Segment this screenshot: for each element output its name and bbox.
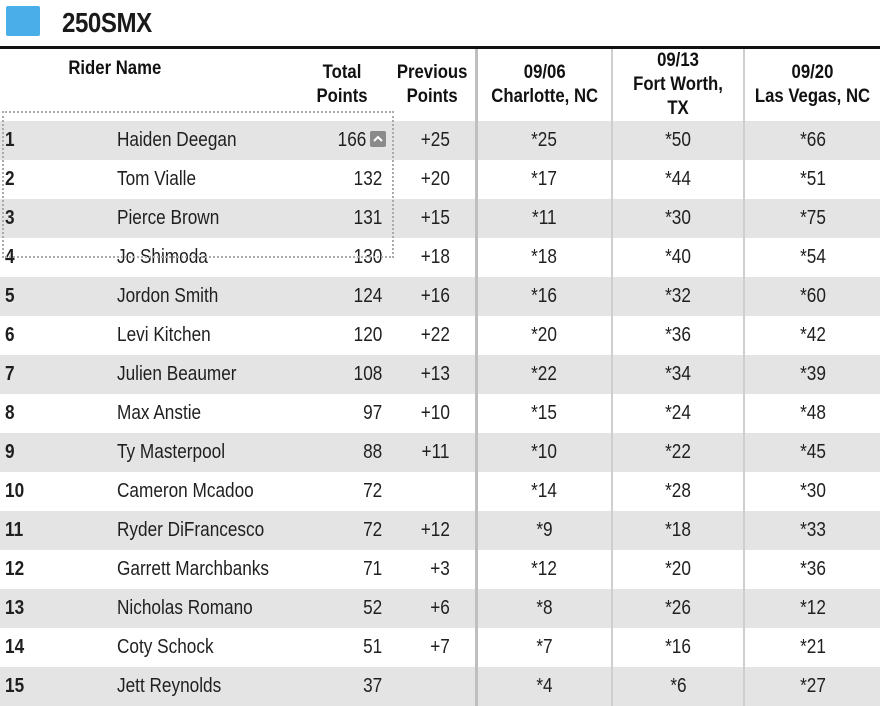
previous-points-cell: +12: [390, 511, 476, 550]
total-points-cell: 130: [295, 238, 390, 277]
previous-points-cell: +25: [390, 121, 476, 160]
table-row[interactable]: [0, 511, 880, 550]
round-2-points-cell: *16: [612, 628, 744, 667]
round-2-points-cell: *22: [612, 433, 744, 472]
round-1-points-cell: *22: [476, 355, 612, 394]
previous-points-cell: [390, 667, 476, 706]
total-points-cell: 71: [295, 550, 390, 589]
position-cell: 1: [0, 121, 55, 160]
total-points-cell: 132: [295, 160, 390, 199]
previous-points-cell: [390, 472, 476, 511]
round-3-points-cell: *42: [744, 316, 880, 355]
round-1-points-cell: *17: [476, 160, 612, 199]
round-2-points-cell: *6: [612, 667, 744, 706]
rider-name-cell: Jett Reynolds: [55, 667, 295, 706]
round-2-points-cell: *30: [612, 199, 744, 238]
position-cell: 8: [0, 394, 55, 433]
round-3-points-cell: *51: [744, 160, 880, 199]
round-3-points-cell: *27: [744, 667, 880, 706]
total-points-cell: 120: [295, 316, 390, 355]
table-row[interactable]: [0, 394, 880, 433]
previous-points-cell: +3: [390, 550, 476, 589]
round-3-points-cell: *36: [744, 550, 880, 589]
round-2-points-cell: *20: [612, 550, 744, 589]
round-2-points-cell: *24: [612, 394, 744, 433]
position-cell: 5: [0, 277, 55, 316]
round-1-points-cell: *20: [476, 316, 612, 355]
round-3-points-cell: *30: [744, 472, 880, 511]
round-2-points-cell: *50: [612, 121, 744, 160]
table-row[interactable]: [0, 277, 880, 316]
round-1-points-cell: *18: [476, 238, 612, 277]
round-2-points-cell: *18: [612, 511, 744, 550]
position-cell: 14: [0, 628, 55, 667]
rider-name-cell: Ty Masterpool: [55, 433, 295, 472]
round-2-points-cell: *28: [612, 472, 744, 511]
table-row[interactable]: [0, 472, 880, 511]
round-3-points-cell: *21: [744, 628, 880, 667]
round-1-points-cell: *11: [476, 199, 612, 238]
rider-name-cell: Tom Vialle: [55, 160, 295, 199]
table-row[interactable]: [0, 355, 880, 394]
round-1-points-cell: *12: [476, 550, 612, 589]
column-header-round-2[interactable]: 09/13 Fort Worth, TX: [612, 49, 744, 121]
rider-name-cell: Cameron Mcadoo: [55, 472, 295, 511]
round-1-points-cell: *10: [476, 433, 612, 472]
table-row[interactable]: [0, 628, 880, 667]
position-cell: 13: [0, 589, 55, 628]
total-points-cell: 51: [295, 628, 390, 667]
total-points-cell: 88: [295, 433, 390, 472]
previous-points-cell: +10: [390, 394, 476, 433]
table-row[interactable]: [0, 589, 880, 628]
round-2-points-cell: *32: [612, 277, 744, 316]
header-row: [0, 49, 880, 121]
position-cell: 6: [0, 316, 55, 355]
total-points-cell: 131: [295, 199, 390, 238]
previous-points-cell: +6: [390, 589, 476, 628]
total-points-cell: 52: [295, 589, 390, 628]
total-points-cell: 72: [295, 511, 390, 550]
round-1-points-cell: *25: [476, 121, 612, 160]
collapse-chevron-up-icon[interactable]: [370, 131, 386, 147]
round-1-points-cell: *9: [476, 511, 612, 550]
round-3-points-cell: *75: [744, 199, 880, 238]
position-cell: 3: [0, 199, 55, 238]
round-1-points-cell: *14: [476, 472, 612, 511]
round-2-points-cell: *34: [612, 355, 744, 394]
previous-points-cell: +7: [390, 628, 476, 667]
position-cell: 12: [0, 550, 55, 589]
round-2-points-cell: *44: [612, 160, 744, 199]
round-1-points-cell: *8: [476, 589, 612, 628]
round-3-points-cell: *60: [744, 277, 880, 316]
table-row[interactable]: [0, 667, 880, 706]
total-points-cell: 72: [295, 472, 390, 511]
position-cell: 2: [0, 160, 55, 199]
total-points-cell: 108: [295, 355, 390, 394]
round-1-points-cell: *15: [476, 394, 612, 433]
class-color-swatch: [6, 6, 40, 36]
previous-points-cell: +18: [390, 238, 476, 277]
position-cell: 4: [0, 238, 55, 277]
round-2-points-cell: *40: [612, 238, 744, 277]
round-3-points-cell: *33: [744, 511, 880, 550]
rider-name-cell: Haiden Deegan: [55, 121, 295, 160]
previous-points-cell: +20: [390, 160, 476, 199]
round-3-points-cell: *45: [744, 433, 880, 472]
round-3-points-cell: *66: [744, 121, 880, 160]
rider-name-cell: Pierce Brown: [55, 199, 295, 238]
previous-points-cell: +15: [390, 199, 476, 238]
table-row[interactable]: [0, 316, 880, 355]
position-cell: 10: [0, 472, 55, 511]
table-row[interactable]: [0, 433, 880, 472]
column-header-total-points[interactable]: Total Points: [316, 62, 369, 107]
previous-points-cell: +22: [390, 316, 476, 355]
rider-name-cell: Coty Schock: [55, 628, 295, 667]
column-header-rider-name[interactable]: Rider Name: [68, 58, 162, 79]
total-points-cell: 97: [295, 394, 390, 433]
rider-name-cell: Julien Beaumer: [55, 355, 295, 394]
round-1-points-cell: *4: [476, 667, 612, 706]
position-cell: 11: [0, 511, 55, 550]
table-row[interactable]: [0, 199, 880, 238]
total-points-cell: 124: [295, 277, 390, 316]
round-2-points-cell: *26: [612, 589, 744, 628]
column-header-round-1[interactable]: 09/06 Charlotte, NC: [476, 49, 612, 121]
table-row[interactable]: [0, 160, 880, 199]
class-title: 250SMX: [62, 7, 152, 38]
rider-name-cell: Max Anstie: [55, 394, 295, 433]
table-row[interactable]: [0, 238, 880, 277]
previous-points-cell: +13: [390, 355, 476, 394]
rider-name-cell: Levi Kitchen: [55, 316, 295, 355]
rider-name-cell: Jo Shimoda: [55, 238, 295, 277]
position-cell: 15: [0, 667, 55, 706]
round-3-points-cell: *12: [744, 589, 880, 628]
rider-name-cell: Garrett Marchbanks: [55, 550, 295, 589]
round-3-points-cell: *48: [744, 394, 880, 433]
position-cell: 7: [0, 355, 55, 394]
table-row[interactable]: [0, 550, 880, 589]
round-1-points-cell: *7: [476, 628, 612, 667]
round-2-points-cell: *36: [612, 316, 744, 355]
rider-name-cell: Nicholas Romano: [55, 589, 295, 628]
rider-name-cell: Jordon Smith: [55, 277, 295, 316]
total-points-cell: 166: [295, 121, 390, 160]
total-points-cell: 37: [295, 667, 390, 706]
position-cell: 9: [0, 433, 55, 472]
previous-points-cell: +16: [390, 277, 476, 316]
standings-table: [0, 49, 880, 706]
round-3-points-cell: *39: [744, 355, 880, 394]
table-row[interactable]: [0, 121, 880, 160]
rider-name-cell: Ryder DiFrancesco: [55, 511, 295, 550]
column-header-previous-points[interactable]: Previous Points: [396, 62, 468, 107]
column-header-round-3[interactable]: 09/20 Las Vegas, NC: [744, 49, 880, 121]
round-3-points-cell: *54: [744, 238, 880, 277]
previous-points-cell: +11: [390, 433, 476, 472]
class-header: [0, 0, 880, 47]
round-1-points-cell: *16: [476, 277, 612, 316]
